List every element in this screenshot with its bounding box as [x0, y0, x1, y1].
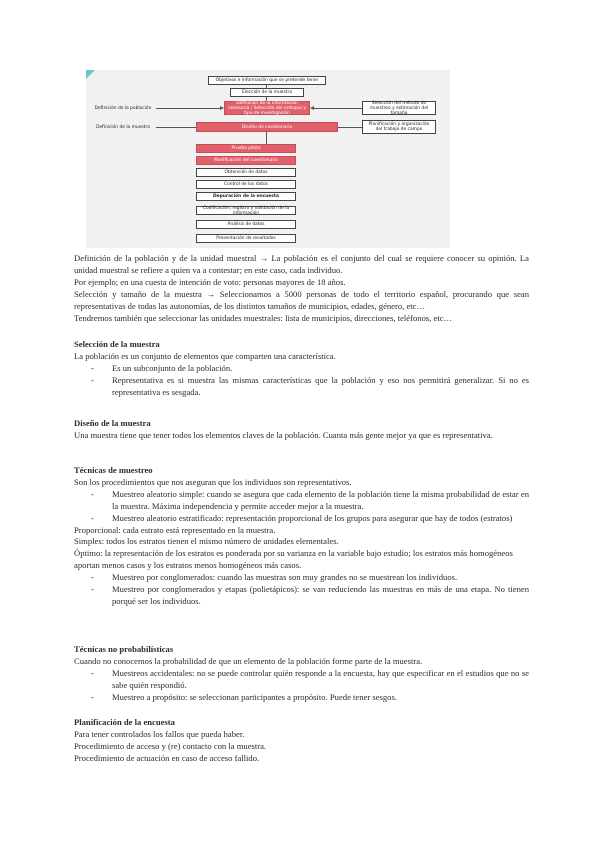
section-tecnicas: [74, 465, 529, 608]
intro-paragraph: Definición de la población y de la unidad muestral → La población es el conjunto del cual se requiere conocer su opinión. La unidad muestral se refiere a quien va a contestar; en este caso, cada individuo.: [74, 253, 529, 275]
diagram-box-fieldwork-plan: Planificación y organización del trabajo de campo: [362, 120, 436, 134]
list-item: - Representativa es si muestra las mismas características que la población y eso nos permitirá generalizar. Si no es representativa es sesgada.: [74, 375, 529, 399]
section-diseno: [74, 418, 529, 442]
list-item: - Muestreos accidentales: no se puede controlar quién responde a la encuesta, hay que especificar en el estudios que no se sabe quién respondió.: [74, 668, 529, 692]
diagram-box-analysis: Análisis de datos: [196, 220, 296, 229]
diagram-box-sample-definition: Definición de la muestra: [96, 124, 150, 130]
diagram-box-pilot-test: Prueba piloto: [196, 144, 296, 153]
diagram-box-population: Definición de la población: [94, 105, 152, 111]
diagram-box-data-collection: Obtención de datos: [196, 168, 296, 177]
diagram-box-info-definition: Definición de la información necesaria / Selección del enfoque y tipo de investigación: [224, 101, 310, 115]
intro-paragraph: Selección y tamaño de la muestra → Seleccionamos a 5000 personas de todo el territorio español, procurando que sean representativas de todas las autonomías, de los distintos tamaños de municipios, edades, género, etc…: [74, 288, 529, 311]
list-item: - Muestreo a propósito: se seleccionan participantes a propósito. Puede tener sesgos.: [74, 692, 529, 704]
section-noprob: [74, 644, 529, 704]
diagram-box-questionnaire-mod: Modificación del cuestionario: [196, 156, 296, 165]
section-text: La población es un conjunto de elementos que comparten una característica.: [74, 350, 336, 361]
diagram-box-objectives: Objetivos e información que se pretende tener: [208, 76, 326, 85]
diagram-box-survey-cleaning: Depuración de la encuesta: [196, 192, 296, 201]
list-item: - Muestreo aleatorio simple: cuando se asegura que cada elemento de la población tiene la misma probabilidad de estar en la muestra. Máxima independencia y permite acceder mejor a la muestra.: [74, 489, 529, 513]
diagram-box-sample-choice: Elección de la muestra: [230, 88, 304, 97]
section-text: Procedimiento de actuación en caso de acceso fallido.: [74, 752, 260, 763]
section-heading: Técnicas no probabilísticas: [74, 644, 174, 654]
diagram-box-results: Presentación de resultados: [196, 234, 296, 243]
diagram-box-questionnaire-design: Diseño de cuestionario: [196, 122, 338, 132]
section-text: Para tener controlados los fallos que pueda haber.: [74, 728, 245, 739]
list-item: - Es un subconjunto de la población.: [74, 363, 529, 375]
diagram-box-sampling-method: Selección del método de muestreo y estimación del tamaño: [362, 101, 436, 115]
intro-paragraph: Por ejemplo; en una cuesta de intención de voto: personas mayores de 18 años.: [74, 276, 346, 287]
intro-paragraph: Tendremos también que seleccionar las unidades muestrales: lista de municipios, direcciones, teléfonos, etc…: [74, 312, 453, 323]
section-seleccion: [74, 339, 529, 399]
section-text: Son los procedimientos que nos aseguran que los individuos son representativos.: [74, 476, 352, 487]
intro-section: [74, 253, 529, 324]
corner-decoration: [86, 70, 95, 79]
diagram-box-coding: Codificación, registro y validación de la información: [196, 206, 296, 215]
section-heading: Técnicas de muestreo: [74, 465, 153, 475]
section-heading: Planificación de la encuesta: [74, 717, 175, 727]
stratum-line: Óptimo: la representación de los estratos es ponderada por su varianza en la variable bajo estudio; los estratos más homogéneos aportan menos casos y los estratos menos homogéneos más casos.: [74, 548, 513, 571]
stratum-line: Proporcional: cada estrato está representado en la muestra.: [74, 524, 276, 535]
section-text: Una muestra tiene que tener todos los elementos claves de la población. Cuanta más gente mejor ya que es representativa.: [74, 429, 493, 440]
section-heading: Selección de la muestra: [74, 339, 160, 349]
diagram-box-data-control: Control de los datos: [196, 180, 296, 189]
stratum-line: Simples: todos los estratos tienen el mismo número de unidades elementales.: [74, 536, 339, 547]
list-item: - Muestreo por conglomerados y etapas (polietápicos): se van reduciendo las muestras en más de una etapa. No tienen porqué ser los individuos.: [74, 584, 529, 608]
flowchart-diagram: [86, 70, 450, 248]
section-plan: [74, 717, 529, 765]
section-heading: Diseño de la muestra: [74, 418, 151, 428]
list-item: - Muestreo aleatorio estratificado: representación proporcional de los grupos para asegurar que hay de todos (estratos): [74, 513, 529, 525]
section-text: Procedimiento de acceso y (re) contacto con la muestra.: [74, 740, 267, 751]
list-item: - Muestreo por conglomerados: cuando las muestras son muy grandes no se muestrean los individuos.: [74, 572, 529, 584]
section-text: Cuando no conocemos la probabilidad de que un elemento de la población forme parte de la muestra.: [74, 655, 423, 666]
